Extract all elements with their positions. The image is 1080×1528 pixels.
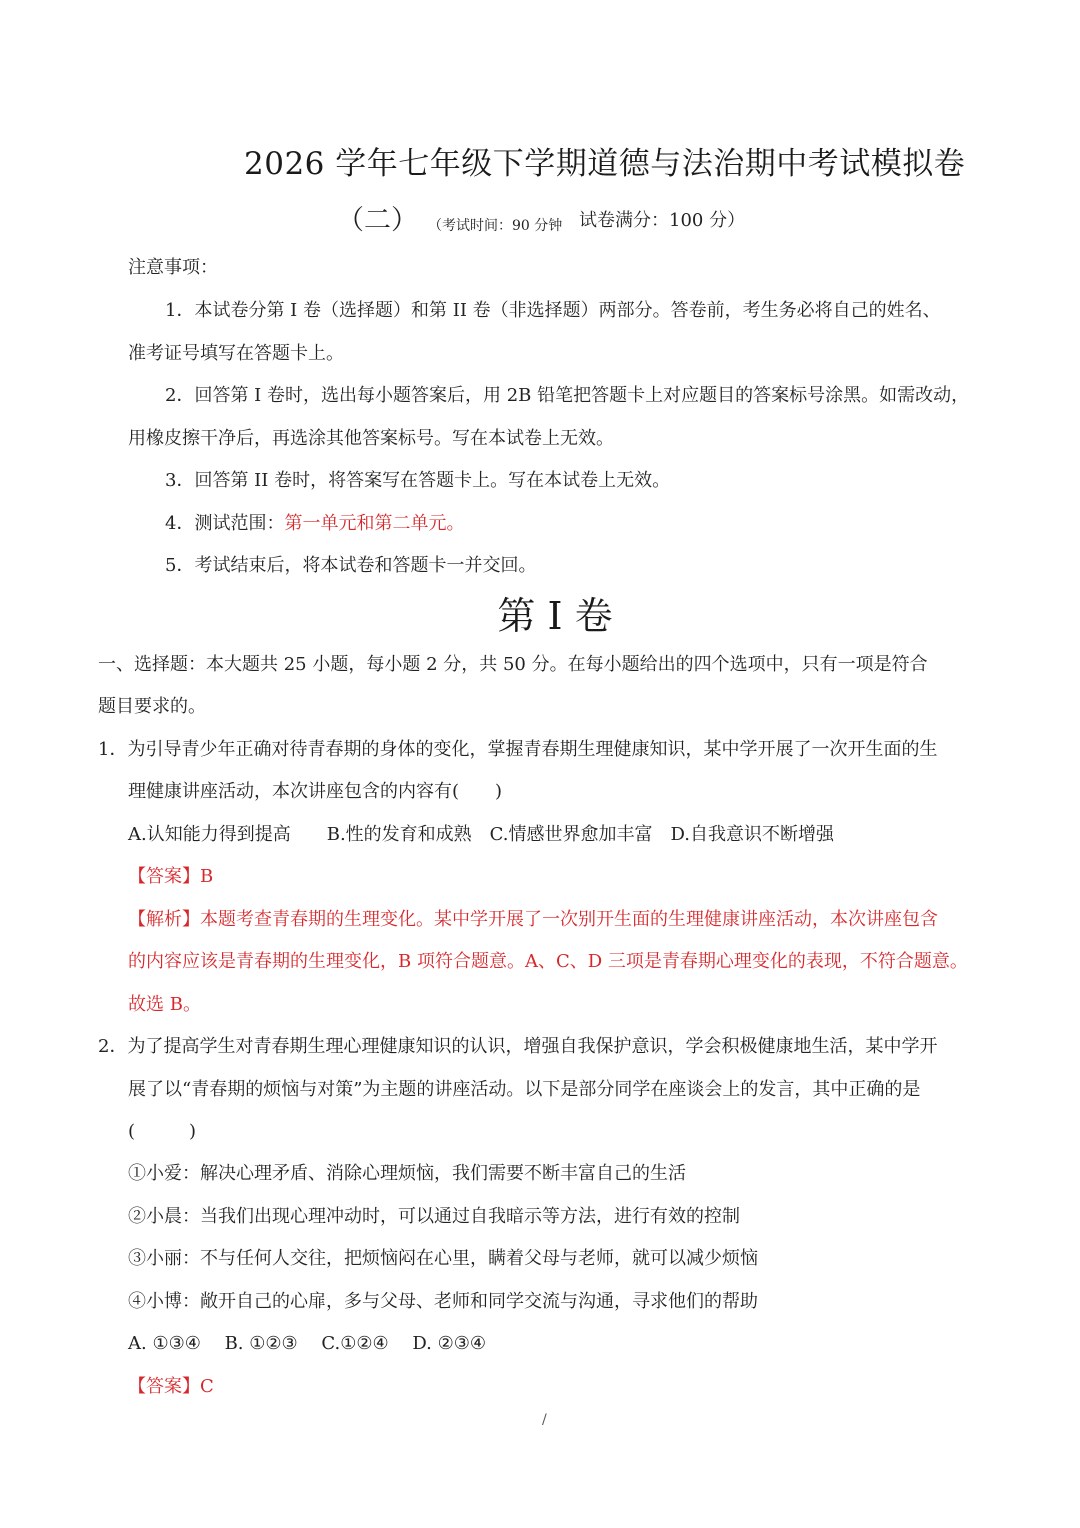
answer-label: 【答案】: [128, 1376, 200, 1397]
question-1-analysis-end: 故选 B。: [128, 994, 201, 1015]
question-2-statement-4: ④小博：敞开自己的心扉，多与父母、老师和同学交流与沟通，寻求他们的帮助: [128, 1291, 758, 1312]
section-instruction-cont: 题目要求的。: [98, 696, 206, 717]
question-2-blank: ( ): [128, 1121, 197, 1142]
question-1-analysis-cont: 的内容应该是青春期的生理变化，B 项符合题意。A、C、D 三项是青春期心理变化的表现，不符合题意。: [128, 951, 968, 972]
question-2-answer: [128, 1372, 214, 1398]
notice-item-2: 2．回答第 I 卷时，选出每小题答案后，用 2B 铅笔把答题卡上对应题目的答案标号涂黑。如需改动，: [165, 385, 970, 406]
question-1-answer: [128, 862, 213, 888]
notice-item-4-label: 4．测试范围：: [165, 513, 285, 534]
exam-number: （二）: [337, 205, 418, 236]
notice-item-4: [165, 509, 464, 535]
section-instruction: 一、选择题：本大题共 25 小题，每小题 2 分，共 50 分。在每小题给出的四个选项中，只有一项是符合: [98, 654, 928, 675]
question-2-statement-1: ①小爱：解决心理矛盾、消除心理烦恼，我们需要不断丰富自己的生活: [128, 1163, 686, 1184]
notice-item-1-cont: 准考证号填写在答题卡上。: [128, 343, 344, 364]
question-1-stem: 1．为引导青少年正确对待青春期的身体的变化，掌握青春期生理健康知识，某中学开展了一次开生面的生: [98, 739, 938, 760]
notice-item-1: 1．本试卷分第 I 卷（选择题）和第 II 卷（非选择题）两部分。答卷前，考生务必将自己的姓名、: [165, 300, 941, 321]
question-2-statement-2: ②小晨：当我们出现心理冲动时，可以通过自我暗示等方法，进行有效的控制: [128, 1206, 740, 1227]
exam-title: 2026 学年七年级下学期道德与法治期中考试模拟卷: [244, 146, 966, 182]
answer-value: B: [200, 866, 214, 887]
question-1-stem-cont: 理健康讲座活动，本次讲座包含的内容有( ): [128, 781, 503, 802]
notice-item-5: 5．考试结束后，将本试卷和答题卡一并交回。: [165, 555, 537, 576]
question-2-stem-cont: 展了以“青春期的烦恼与对策”为主题的讲座活动。以下是部分同学在座谈会上的发言，其中正确的是: [128, 1079, 921, 1100]
volume-title: 第 I 卷: [497, 594, 613, 638]
exam-time: （考试时间：90 分钟: [428, 218, 563, 234]
question-1-analysis: 【解析】本题考查青春期的生理变化。某中学开展了一次别开生面的生理健康讲座活动，本次讲座包含: [128, 909, 938, 930]
notice-item-2-cont: 用橡皮擦干净后，再选涂其他答案标号。写在本试卷上无效。: [128, 428, 614, 449]
exam-full-score: 试卷满分：100 分）: [579, 210, 746, 231]
question-2-statement-3: ③小丽：不与任何人交往，把烦恼闷在心里，瞒着父母与老师，就可以减少烦恼: [128, 1248, 758, 1269]
notice-item-3: 3．回答第 II 卷时，将答案写在答题卡上。写在本试卷上无效。: [165, 470, 671, 491]
question-2-options: A. ①③④ B. ①②③ C.①②④ D. ②③④: [128, 1333, 487, 1354]
answer-value: C: [200, 1376, 214, 1397]
notice-heading: 注意事项：: [128, 257, 218, 278]
test-scope: 第一单元和第二单元。: [284, 513, 465, 534]
page-number: /: [542, 1412, 547, 1428]
question-2-stem: 2．为了提高学生对青春期生理心理健康知识的认识，增强自我保护意识，学会积极健康地生活，某中学开: [98, 1036, 938, 1057]
answer-label: 【答案】: [128, 866, 200, 887]
question-1-options: A.认知能力得到提高 B.性的发育和成熟 C.情感世界愈加丰富 D.自我意识不断增强: [128, 824, 835, 845]
